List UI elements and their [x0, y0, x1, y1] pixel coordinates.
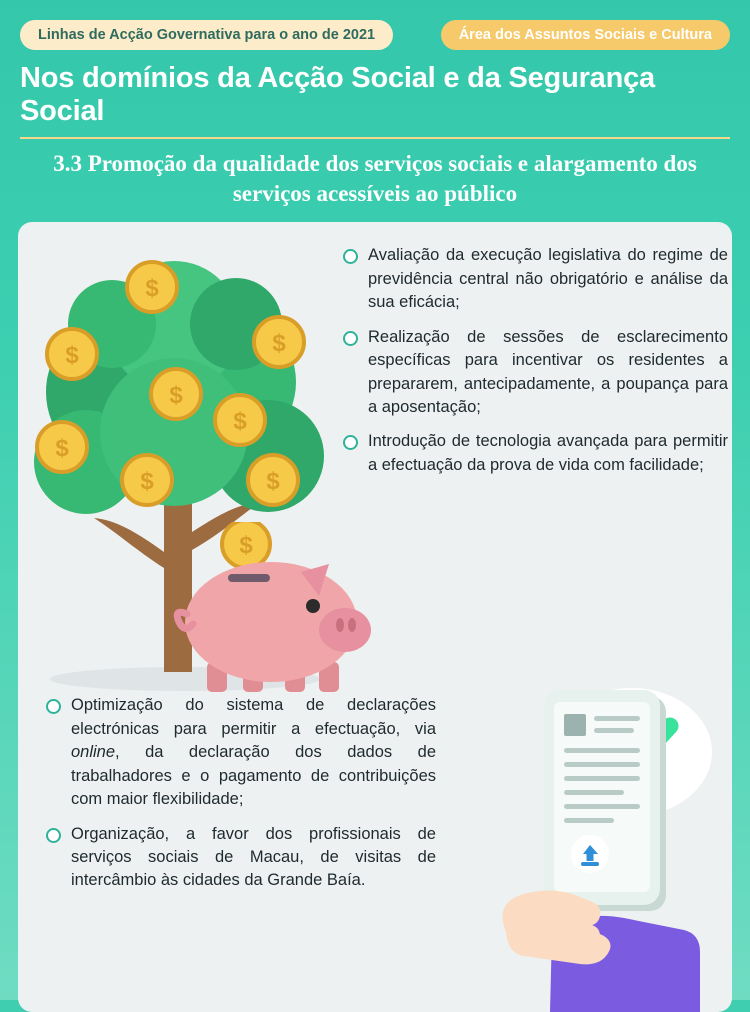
svg-text:$: $ — [272, 330, 286, 358]
page-subtitle: 3.3 Promoção da qualidade dos serviços sociais e alargamento dos serviços acessíveis ao público — [53, 150, 697, 206]
bullet-list-bottom — [46, 694, 436, 903]
list-item — [46, 823, 436, 893]
svg-text:$: $ — [169, 382, 183, 410]
svg-text:$: $ — [266, 468, 280, 496]
bullet-dot-icon — [343, 249, 358, 264]
list-item — [343, 430, 728, 477]
content-card — [18, 222, 732, 1012]
bullet-text: Avaliação da execução legislativa do regime de previdência central não obrigatório e análise da sua eficácia; — [368, 246, 728, 312]
svg-text:$: $ — [55, 435, 69, 463]
bullet-text: Organização, a favor dos profissionais de serviços sociais de Macau, de visitas de intercâmbio às cidades da Grande Baía. — [71, 824, 436, 890]
svg-text:$: $ — [145, 275, 159, 303]
bullet-text: Realização de sessões de esclarecimento específicas para incentivar os residentes a prepararem, antecipadamente, a poupança para a aposentação; — [368, 327, 728, 416]
header-tags — [14, 14, 736, 50]
bullet-dot-icon — [46, 828, 61, 843]
bullet-list-top — [343, 244, 728, 488]
policy-year-tag: Linhas de Acção Governativa para o ano de 2021 — [20, 20, 393, 50]
svg-text:$: $ — [239, 532, 253, 560]
list-item — [46, 694, 436, 811]
bullet-dot-icon — [46, 699, 61, 714]
bullet-dot-icon — [343, 331, 358, 346]
list-item — [343, 244, 728, 314]
bullet-dot-icon — [343, 435, 358, 450]
phone-hand-illustration — [402, 682, 732, 1012]
svg-text:$: $ — [140, 468, 154, 496]
svg-text:$: $ — [233, 408, 247, 436]
title-divider — [20, 137, 730, 139]
page-title: Nos domínios da Acção Social e da Segurança Social — [20, 62, 655, 128]
policy-area-tag: Área dos Assuntos Sociais e Cultura — [441, 20, 730, 50]
bullet-text: Optimização do sistema de declarações electrónicas para permitir a efectuação, via online, da declaração dos dados de trabalhadores e o pagamento de contribuições com maior flexibilidade; — [71, 696, 436, 809]
bullet-text: Introdução de tecnologia avançada para permitir a efectuação da prova de vida com facilidade; — [368, 432, 728, 474]
piggy-bank-illustration — [173, 522, 383, 712]
list-item — [343, 326, 728, 420]
svg-text:$: $ — [65, 342, 79, 370]
